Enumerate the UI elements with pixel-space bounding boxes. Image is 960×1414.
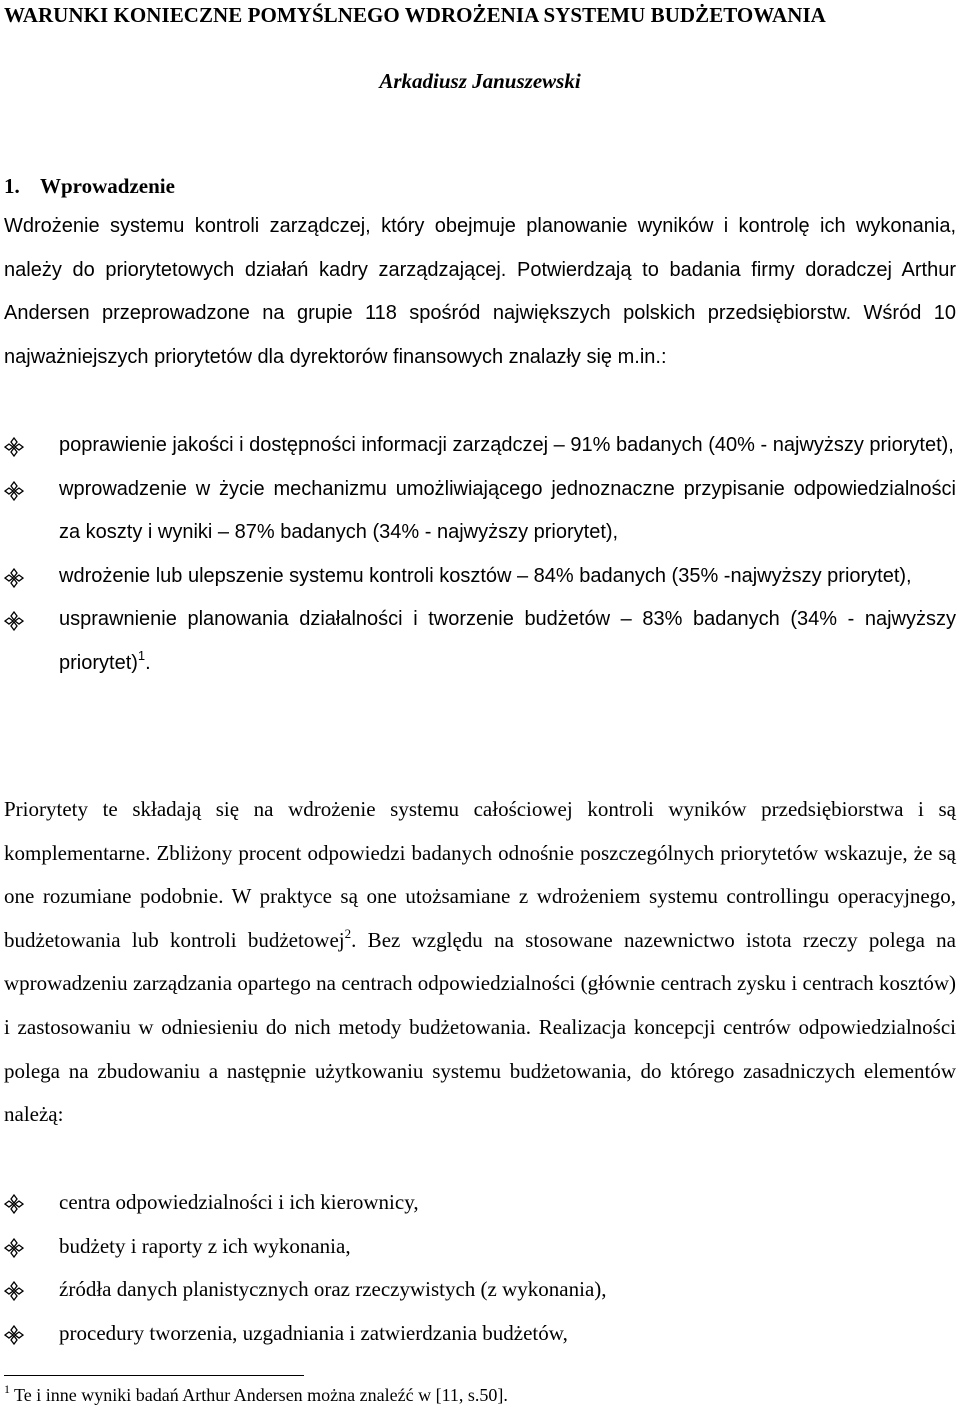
list-item-text: procedury tworzenia, uzgadniania i zatwierdzania budżetów, [59,1320,568,1345]
footnote-ref: 2 [344,925,352,941]
body-text-1: Priorytety te składają się na wdrożenie systemu całościowej kontroli wyników przedsiębiorstwa i są komplementarne. Zbliżony procent odpowiedzi badanych odnośnie poszczególnych priorytetów wskazuje, że są one rozumiane podobnie. W praktyce są one utożsamiane z wdrożeniem systemu controllingu operacyjnego, budżetowania lub kontroli budżetowej [4,797,956,952]
list-item-text: usprawnienie planowania działalności i tworzenie budżetów – 83% badanych (34% - najwyższy priorytet) [59,608,956,674]
intro-paragraph: Wdrożenie systemu kontroli zarządczej, który obejmuje planowanie wyników i kontrolę ich wykonania, należy do priorytetowych działań kadry zarządzającej. Potwierdzają to badania firmy doradczej Arthur Andersen przeprowadzone na grupie 118 spośród największych polskich przedsiębiorstw. Wśród 10 najważniejszych priorytetów dla dyrektorów finansowych znalazły się m.in.: [4,215,956,368]
diamond-bullet-icon [4,481,24,501]
list-item-text: poprawienie jakości i dostępności informacji zarządczej – 91% badanych (40% - najwyższy priorytet), [59,434,954,456]
diamond-bullet-icon [4,611,24,631]
diamond-bullet-icon [4,568,24,588]
list-item-tail: . [145,651,151,674]
list-item [4,424,956,468]
list-item [4,468,956,555]
section-title: Wprowadzenie [40,174,175,198]
list-item [4,1225,956,1269]
list-item [4,1268,956,1312]
body-text-2: . Bez względu na stosowane nazewnictwo istota rzeczy polega na wprowadzeniu zarządzania opartego na centrach odpowiedzialności (głównie centrach zysku i centrach kosztów) i zastosowaniu w odniesieniu do nich metody budżetowania. Realizacja koncepcji centrów odpowiedzialności polega na zbudowaniu a następnie użytkowaniu systemu budżetowania, do którego zasadniczych elementów należą: [4,927,957,1127]
list-item-text: źródła danych planistycznych oraz rzeczywistych (z wykonania), [59,1277,607,1302]
list-item [4,1312,956,1356]
elements-list [4,1181,956,1355]
list-item-text: centra odpowiedzialności i ich kierownicy, [59,1190,419,1214]
footnote-text: Te i inne wyniki badań Arthur Andersen można znaleźć w [11, s.50]. [14,1385,508,1405]
diamond-bullet-icon [4,1325,24,1345]
body-paragraph [4,788,956,1137]
footnote-number: 1 [4,1382,10,1396]
document-title: WARUNKI KONIECZNE POMYŚLNEGO WDROŻENIA SYSTEMU BUDŻETOWANIA [4,3,826,27]
list-item-text: budżety i raporty z ich wykonania, [59,1233,351,1258]
list-item [4,598,956,685]
list-item-text: wprowadzenie w życie mechanizmu umożliwiającego jednoznaczne przypisanie odpowiedzialności za koszty i wyniki – 87% badanych (34% - najwyższy priorytet), [59,477,956,544]
priorities-list [4,424,956,686]
list-item [4,1181,956,1225]
list-item [4,555,956,599]
section-heading [4,174,175,199]
diamond-bullet-icon [4,437,24,457]
footnote [4,1382,508,1406]
diamond-bullet-icon [4,1281,24,1301]
section-number: 1. [4,174,20,198]
diamond-bullet-icon [4,1194,24,1214]
footnote-separator [4,1375,304,1376]
diamond-bullet-icon [4,1238,24,1258]
footnote-ref: 1 [137,647,146,663]
author-name: Arkadiusz Januszewski [379,69,581,93]
list-item-text: wdrożenie lub ulepszenie systemu kontroli kosztów – 84% badanych (35% -najwyższy priorytet), [59,564,912,587]
